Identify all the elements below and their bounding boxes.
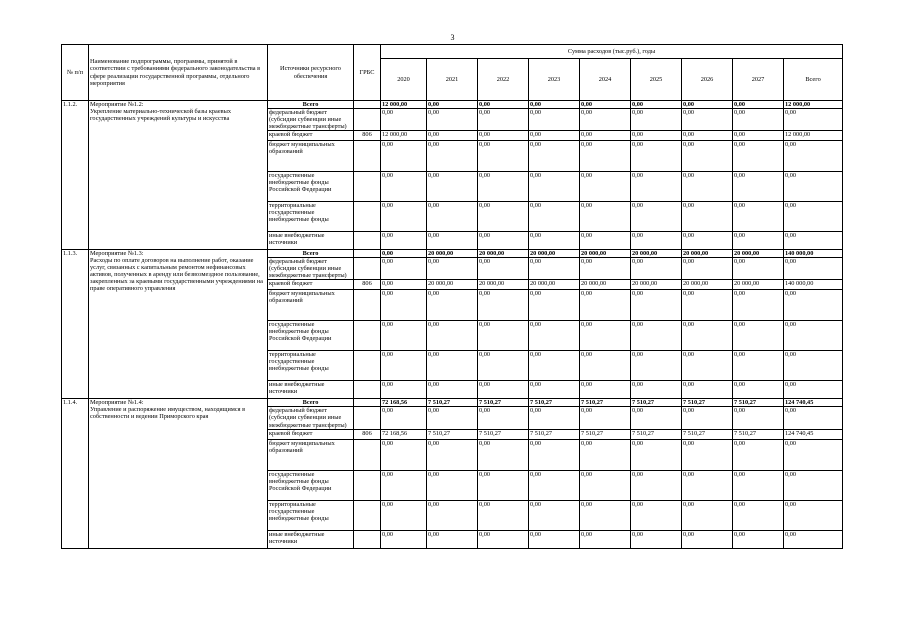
total-value: 0,00 <box>784 381 843 399</box>
year-value: 7 510,27 <box>427 399 478 407</box>
year-value: 7 510,27 <box>529 429 580 439</box>
grbs-code <box>354 439 381 470</box>
funding-source: иные внебюджетные источники <box>268 381 354 399</box>
measure-number: 1.1.4. <box>62 399 89 548</box>
year-value: 0,00 <box>381 351 427 381</box>
year-value: 0,00 <box>580 202 631 232</box>
year-value: 0,00 <box>631 500 682 530</box>
header-year: 2025 <box>631 59 682 101</box>
year-value: 0,00 <box>381 141 427 172</box>
year-value: 0,00 <box>733 258 784 280</box>
year-value: 0,00 <box>682 407 733 429</box>
header-sum: Сумма расходов (тыс.руб.), годы <box>381 45 843 59</box>
year-value: 0,00 <box>478 131 529 141</box>
year-value: 0,00 <box>478 141 529 172</box>
year-value: 0,00 <box>580 141 631 172</box>
measure-name: Мероприятие №1.3: Расходы по оплате договоров на выполнение работ, оказание услуг, связанных с капитальным ремонтом нефинансовых активов, полученных в аренду или безвозмездное пользование, закрепленных за краевыми государственными учреждениями на праве оперативного управления <box>89 250 268 399</box>
year-value: 0,00 <box>478 290 529 321</box>
total-value: 0,00 <box>784 232 843 250</box>
year-value: 12 000,00 <box>381 131 427 141</box>
year-value: 0,00 <box>682 141 733 172</box>
year-value: 0,00 <box>631 109 682 131</box>
year-value: 0,00 <box>580 470 631 500</box>
table-row <box>62 250 843 258</box>
year-value: 0,00 <box>478 109 529 131</box>
year-value: 0,00 <box>682 321 733 351</box>
year-value: 20 000,00 <box>733 250 784 258</box>
year-value: 0,00 <box>631 101 682 109</box>
year-value: 0,00 <box>631 172 682 202</box>
year-value: 7 510,27 <box>631 429 682 439</box>
year-value: 0,00 <box>580 232 631 250</box>
year-value: 20 000,00 <box>631 250 682 258</box>
year-value: 7 510,27 <box>529 399 580 407</box>
header-source: Источники ресурсного обеспечения <box>268 45 354 101</box>
year-value: 0,00 <box>529 131 580 141</box>
year-value: 7 510,27 <box>478 429 529 439</box>
year-value: 0,00 <box>682 500 733 530</box>
year-value: 20 000,00 <box>631 280 682 290</box>
grbs-code <box>354 407 381 429</box>
year-value: 0,00 <box>682 202 733 232</box>
funding-source: территориальные государственные внебюджетные фонды <box>268 351 354 381</box>
year-value: 0,00 <box>381 109 427 131</box>
year-value: 7 510,27 <box>631 399 682 407</box>
year-value: 0,00 <box>733 470 784 500</box>
year-value: 20 000,00 <box>529 250 580 258</box>
year-value: 0,00 <box>733 351 784 381</box>
grbs-code <box>354 381 381 399</box>
year-value: 0,00 <box>631 407 682 429</box>
funding-source: федеральный бюджет (субсидии субвенции иные межбюджетные трансферты) <box>268 258 354 280</box>
grbs-code <box>354 250 381 258</box>
year-value: 0,00 <box>381 407 427 429</box>
funding-source: территориальные государственные внебюджетные фонды <box>268 500 354 530</box>
year-value: 0,00 <box>580 530 631 548</box>
year-value: 0,00 <box>733 202 784 232</box>
year-value: 0,00 <box>478 407 529 429</box>
total-value: 124 740,45 <box>784 399 843 407</box>
year-value: 0,00 <box>580 407 631 429</box>
year-value: 20 000,00 <box>580 250 631 258</box>
year-value: 0,00 <box>580 290 631 321</box>
year-value: 20 000,00 <box>427 250 478 258</box>
grbs-code <box>354 109 381 131</box>
year-value: 0,00 <box>631 530 682 548</box>
year-value: 20 000,00 <box>682 280 733 290</box>
year-value: 0,00 <box>631 131 682 141</box>
total-value: 0,00 <box>784 321 843 351</box>
year-value: 0,00 <box>631 351 682 381</box>
year-value: 0,00 <box>631 381 682 399</box>
year-value: 0,00 <box>631 202 682 232</box>
year-value: 0,00 <box>381 232 427 250</box>
year-value: 0,00 <box>631 321 682 351</box>
year-value: 72 168,56 <box>381 399 427 407</box>
year-value: 20 000,00 <box>478 280 529 290</box>
year-value: 0,00 <box>427 381 478 399</box>
year-value: 0,00 <box>529 321 580 351</box>
year-value: 0,00 <box>529 470 580 500</box>
year-value: 20 000,00 <box>733 280 784 290</box>
year-value: 0,00 <box>580 131 631 141</box>
year-value: 0,00 <box>427 258 478 280</box>
header-year: 2027 <box>733 59 784 101</box>
funding-source: бюджет муниципальных образований <box>268 290 354 321</box>
year-value: 0,00 <box>682 172 733 202</box>
year-value: 0,00 <box>427 351 478 381</box>
funding-source: бюджет муниципальных образований <box>268 141 354 172</box>
header-year: 2026 <box>682 59 733 101</box>
year-value: 0,00 <box>631 232 682 250</box>
year-value: 0,00 <box>529 101 580 109</box>
year-value: 7 510,27 <box>682 399 733 407</box>
year-value: 0,00 <box>478 321 529 351</box>
funding-source: Всего <box>268 250 354 258</box>
table-row <box>62 399 843 407</box>
year-value: 0,00 <box>427 470 478 500</box>
year-value: 0,00 <box>682 109 733 131</box>
header-year: 2023 <box>529 59 580 101</box>
year-value: 0,00 <box>478 381 529 399</box>
measure-number: 1.1.3. <box>62 250 89 399</box>
year-value: 0,00 <box>427 232 478 250</box>
year-value: 0,00 <box>733 109 784 131</box>
year-value: 0,00 <box>478 232 529 250</box>
year-value: 0,00 <box>427 530 478 548</box>
grbs-code <box>354 530 381 548</box>
year-value: 0,00 <box>478 530 529 548</box>
year-value: 7 510,27 <box>580 429 631 439</box>
total-value: 0,00 <box>784 407 843 429</box>
year-value: 0,00 <box>529 439 580 470</box>
total-value: 0,00 <box>784 439 843 470</box>
year-value: 20 000,00 <box>580 280 631 290</box>
year-value: 0,00 <box>682 131 733 141</box>
header-year: 2020 <box>381 59 427 101</box>
measure-name: Мероприятие №1.4: Управление и распоряжение имуществом, находящимся в собственности и ведении Приморского края <box>89 399 268 548</box>
year-value: 0,00 <box>381 290 427 321</box>
total-value: 140 000,00 <box>784 280 843 290</box>
funding-source: государственные внебюджетные фонды Российской Федерации <box>268 321 354 351</box>
year-value: 0,00 <box>427 407 478 429</box>
year-value: 0,00 <box>682 232 733 250</box>
table-row <box>62 101 843 109</box>
year-value: 0,00 <box>733 500 784 530</box>
year-value: 0,00 <box>682 351 733 381</box>
year-value: 0,00 <box>478 172 529 202</box>
year-value: 0,00 <box>381 470 427 500</box>
year-value: 0,00 <box>682 470 733 500</box>
funding-source: иные внебюджетные источники <box>268 530 354 548</box>
year-value: 0,00 <box>529 141 580 172</box>
total-value: 140 000,00 <box>784 250 843 258</box>
year-value: 0,00 <box>381 202 427 232</box>
year-value: 0,00 <box>381 530 427 548</box>
grbs-code: 806 <box>354 280 381 290</box>
year-value: 0,00 <box>682 530 733 548</box>
funding-source: краевой бюджет <box>268 429 354 439</box>
year-value: 20 000,00 <box>478 250 529 258</box>
grbs-code <box>354 232 381 250</box>
grbs-code <box>354 141 381 172</box>
header-year: 2021 <box>427 59 478 101</box>
header-year: Всего <box>784 59 843 101</box>
year-value: 0,00 <box>478 500 529 530</box>
year-value: 0,00 <box>580 381 631 399</box>
year-value: 0,00 <box>381 280 427 290</box>
year-value: 0,00 <box>733 290 784 321</box>
grbs-code <box>354 351 381 381</box>
total-value: 124 740,45 <box>784 429 843 439</box>
year-value: 0,00 <box>427 202 478 232</box>
year-value: 0,00 <box>529 202 580 232</box>
grbs-code <box>354 202 381 232</box>
header-year: 2024 <box>580 59 631 101</box>
year-value: 0,00 <box>478 202 529 232</box>
year-value: 0,00 <box>580 172 631 202</box>
year-value: 0,00 <box>733 131 784 141</box>
header-name: Наименование подпрограммы, программы, принятой в соответствии с требованиями федерального законодательства в сфере реализации государственной программы, отдельного мероприятия <box>89 45 268 101</box>
funding-source: Всего <box>268 399 354 407</box>
year-value: 0,00 <box>427 290 478 321</box>
year-value: 0,00 <box>427 101 478 109</box>
year-value: 0,00 <box>478 470 529 500</box>
funding-source: краевой бюджет <box>268 280 354 290</box>
year-value: 0,00 <box>529 232 580 250</box>
year-value: 0,00 <box>529 351 580 381</box>
year-value: 0,00 <box>682 101 733 109</box>
total-value: 0,00 <box>784 351 843 381</box>
year-value: 0,00 <box>580 101 631 109</box>
year-value: 0,00 <box>529 290 580 321</box>
year-value: 12 000,00 <box>381 101 427 109</box>
year-value: 0,00 <box>529 258 580 280</box>
funding-source: федеральный бюджет (субсидии субвенции иные межбюджетные трансферты) <box>268 407 354 429</box>
year-value: 0,00 <box>580 500 631 530</box>
grbs-code <box>354 399 381 407</box>
year-value: 7 510,27 <box>733 429 784 439</box>
year-value: 0,00 <box>580 109 631 131</box>
total-value: 0,00 <box>784 470 843 500</box>
year-value: 0,00 <box>478 101 529 109</box>
year-value: 0,00 <box>529 381 580 399</box>
year-value: 0,00 <box>381 321 427 351</box>
year-value: 0,00 <box>733 101 784 109</box>
budget-table <box>61 44 843 549</box>
year-value: 0,00 <box>381 258 427 280</box>
year-value: 0,00 <box>733 172 784 202</box>
funding-source: бюджет муниципальных образований <box>268 439 354 470</box>
year-value: 0,00 <box>427 321 478 351</box>
total-value: 12 000,00 <box>784 131 843 141</box>
year-value: 0,00 <box>427 131 478 141</box>
year-value: 0,00 <box>529 530 580 548</box>
year-value: 0,00 <box>381 250 427 258</box>
total-value: 0,00 <box>784 530 843 548</box>
year-value: 0,00 <box>529 109 580 131</box>
year-value: 0,00 <box>580 439 631 470</box>
grbs-code <box>354 290 381 321</box>
year-value: 20 000,00 <box>427 280 478 290</box>
funding-source: иные внебюджетные источники <box>268 232 354 250</box>
grbs-code <box>354 321 381 351</box>
year-value: 0,00 <box>682 258 733 280</box>
funding-source: государственные внебюджетные фонды Российской Федерации <box>268 470 354 500</box>
year-value: 0,00 <box>631 141 682 172</box>
year-value: 0,00 <box>733 530 784 548</box>
measure-name: Мероприятие №1.2: Укрепление материально-технической базы краевых государственных учреждений культуры и искусства <box>89 101 268 250</box>
year-value: 7 510,27 <box>427 429 478 439</box>
measure-number: 1.1.2. <box>62 101 89 250</box>
year-value: 0,00 <box>733 439 784 470</box>
year-value: 0,00 <box>478 439 529 470</box>
funding-source: краевой бюджет <box>268 131 354 141</box>
year-value: 0,00 <box>427 172 478 202</box>
year-value: 0,00 <box>427 439 478 470</box>
year-value: 20 000,00 <box>682 250 733 258</box>
year-value: 0,00 <box>733 141 784 172</box>
header-num: № п/п <box>62 45 89 101</box>
total-value: 12 000,00 <box>784 101 843 109</box>
funding-source: федеральный бюджет (субсидии субвенции иные межбюджетные трансферты) <box>268 109 354 131</box>
funding-source: государственные внебюджетные фонды Российской Федерации <box>268 172 354 202</box>
year-value: 0,00 <box>478 351 529 381</box>
header-grbs: ГРБС <box>354 45 381 101</box>
year-value: 7 510,27 <box>580 399 631 407</box>
year-value: 0,00 <box>427 109 478 131</box>
grbs-code: 806 <box>354 131 381 141</box>
year-value: 0,00 <box>580 258 631 280</box>
year-value: 0,00 <box>529 500 580 530</box>
total-value: 0,00 <box>784 290 843 321</box>
year-value: 0,00 <box>733 381 784 399</box>
year-value: 0,00 <box>381 172 427 202</box>
header-year: 2022 <box>478 59 529 101</box>
year-value: 0,00 <box>733 321 784 351</box>
year-value: 0,00 <box>381 381 427 399</box>
year-value: 7 510,27 <box>682 429 733 439</box>
total-value: 0,00 <box>784 141 843 172</box>
grbs-code: 806 <box>354 429 381 439</box>
total-value: 0,00 <box>784 202 843 232</box>
year-value: 0,00 <box>381 500 427 530</box>
year-value: 0,00 <box>427 141 478 172</box>
grbs-code <box>354 172 381 202</box>
year-value: 0,00 <box>733 407 784 429</box>
year-value: 0,00 <box>682 439 733 470</box>
total-value: 0,00 <box>784 172 843 202</box>
funding-source: Всего <box>268 101 354 109</box>
year-value: 0,00 <box>631 258 682 280</box>
year-value: 0,00 <box>427 500 478 530</box>
year-value: 0,00 <box>580 321 631 351</box>
year-value: 0,00 <box>733 232 784 250</box>
year-value: 0,00 <box>631 439 682 470</box>
grbs-code <box>354 470 381 500</box>
year-value: 0,00 <box>631 470 682 500</box>
year-value: 0,00 <box>682 290 733 321</box>
grbs-code <box>354 258 381 280</box>
page-number: 3 <box>450 33 455 42</box>
year-value: 7 510,27 <box>733 399 784 407</box>
year-value: 0,00 <box>381 439 427 470</box>
total-value: 0,00 <box>784 500 843 530</box>
year-value: 72 168,56 <box>381 429 427 439</box>
year-value: 0,00 <box>682 381 733 399</box>
grbs-code <box>354 101 381 109</box>
grbs-code <box>354 500 381 530</box>
total-value: 0,00 <box>784 109 843 131</box>
year-value: 0,00 <box>631 290 682 321</box>
year-value: 0,00 <box>478 258 529 280</box>
year-value: 0,00 <box>580 351 631 381</box>
funding-source: территориальные государственные внебюджетные фонды <box>268 202 354 232</box>
year-value: 20 000,00 <box>529 280 580 290</box>
year-value: 0,00 <box>529 172 580 202</box>
year-value: 0,00 <box>529 407 580 429</box>
year-value: 7 510,27 <box>478 399 529 407</box>
total-value: 0,00 <box>784 258 843 280</box>
